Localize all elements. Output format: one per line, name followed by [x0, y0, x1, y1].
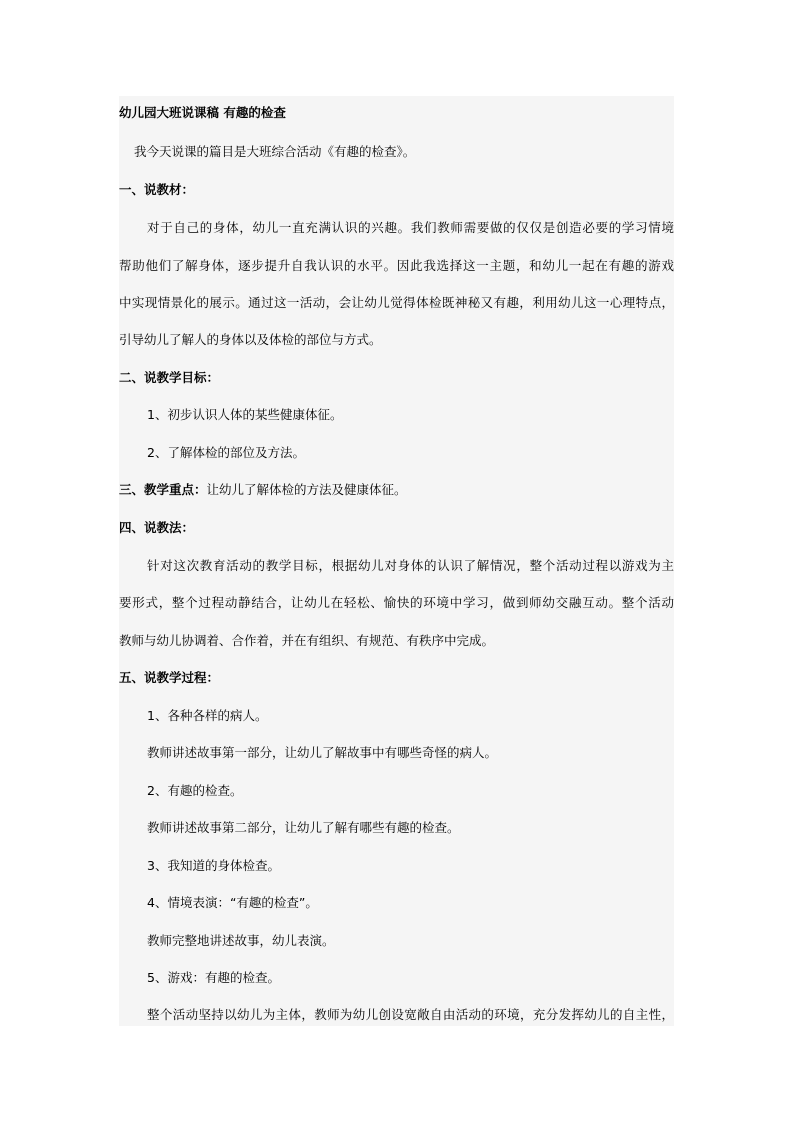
paragraph-line: 整个活动坚持以幼儿为主体，教师为幼儿创设宽敞自由活动的环境，充分发挥幼儿的自主性， — [147, 1007, 674, 1022]
section-key-points — [119, 481, 674, 499]
list-item: 2、了解体检的部位及方法。 — [147, 445, 305, 460]
paragraph-line: 对于自己的身体，幼儿一直充满认识的兴趣。我们教师需要做的仅仅是创造必要的学习情境 — [147, 220, 674, 235]
paragraph-line: 帮助他们了解身体，逐步提升自我认识的水平。因此我选择这一主题，和幼儿一起在有趣的游戏 — [119, 258, 674, 273]
section-heading-process: 五、说教学过程： — [119, 670, 220, 685]
list-item: 1、各种各样的病人。 — [147, 708, 268, 723]
list-item: 3、我知道的身体检查。 — [147, 858, 280, 873]
paragraph-line: 针对这次教育活动的教学目标，根据幼儿对身体的认识了解情况，整个活动过程以游戏为主 — [147, 558, 674, 573]
paragraph-line: 中实现情景化的展示。通过这一活动，会让幼儿觉得体检既神秘又有趣，利用幼儿这一心理特点， — [119, 295, 674, 310]
document-page — [119, 96, 674, 1026]
paragraph-line: 教师与幼儿协调着、合作着，并在有组织、有规范、有秩序中完成。 — [119, 633, 495, 648]
paragraph-line: 教师讲述故事第一部分，让幼儿了解故事中有哪些奇怪的病人。 — [147, 745, 498, 760]
intro-paragraph: 我今天说课的篇目是大班综合活动《有趣的检查》。 — [134, 144, 416, 159]
list-item: 1、初步认识人体的某些健康体征。 — [147, 407, 343, 422]
key-points-text: 让幼儿了解体检的方法及健康体征。 — [206, 482, 407, 497]
paragraph-line: 教师完整地讲述故事，幼儿表演。 — [147, 933, 335, 948]
list-item: 2、有趣的检查。 — [147, 783, 243, 798]
paragraph-line: 教师讲述故事第二部分，让幼儿了解有哪些有趣的检查。 — [147, 820, 460, 835]
list-item: 5、游戏：有趣的检查。 — [147, 970, 280, 985]
paragraph-line: 引导幼儿了解人的身体以及体检的部位与方式。 — [119, 332, 382, 347]
document-title: 幼儿园大班说课稿 有趣的检查 — [119, 105, 286, 120]
section-heading-key-points: 三、教学重点： — [119, 482, 207, 497]
paragraph-line: 要形式，整个过程动静结合，让幼儿在轻松、愉快的环境中学习，做到师幼交融互动。整个活动 — [119, 595, 674, 610]
section-heading-teaching-material: 一、说教材： — [119, 182, 195, 197]
section-heading-goals: 二、说教学目标： — [119, 370, 220, 385]
list-item: 4、情境表演：“有趣的检查”。 — [147, 895, 318, 910]
section-heading-method: 四、说教法： — [119, 520, 195, 535]
